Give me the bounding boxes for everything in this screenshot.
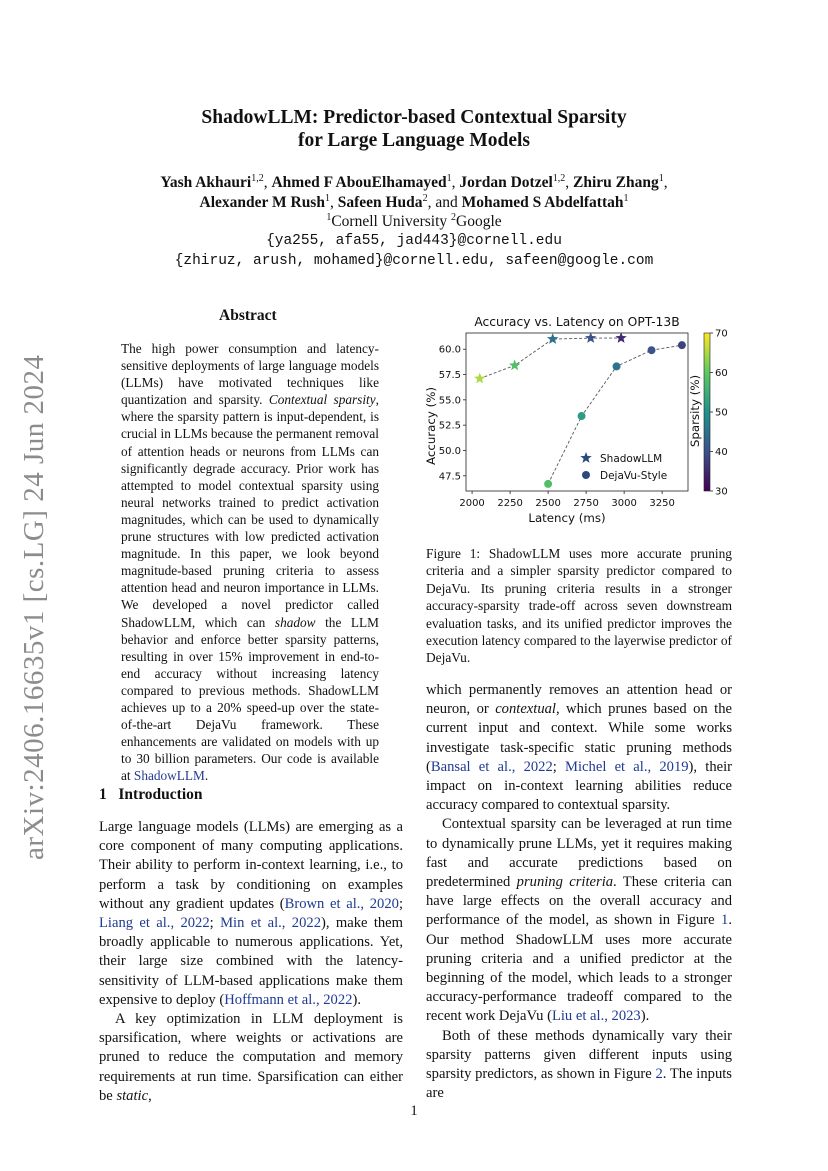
legend-dejavu-label: DejaVu-Style bbox=[600, 470, 668, 482]
figure-ref-link[interactable]: 2 bbox=[655, 1066, 663, 1083]
y-tick-label: 50.0 bbox=[438, 445, 461, 457]
citation-link[interactable]: Bansal et al., 2022 bbox=[430, 758, 553, 775]
intro-heading: 1 Introduction bbox=[99, 786, 203, 803]
author-name: Zhiru Zhang bbox=[573, 174, 659, 192]
x-tick-label: 3250 bbox=[649, 498, 675, 509]
y-axis-label: Accuracy (%) bbox=[424, 386, 438, 466]
y-tick-label: 60.0 bbox=[438, 344, 461, 356]
citation-link[interactable]: Min et al., 2022 bbox=[220, 915, 321, 932]
plot-frame bbox=[466, 333, 688, 491]
right-paragraph-1: Contextual sparsity can be leveraged at run time to dynamically prune LLMs, yet it requires making fast and accurate predictions based on predetermined pruning criteria. These criteria can have large effects on the overall accuracy and performance of the model, as shown in Figure 1. Our method ShadowLLM uses more accurate pruning criteria and a unified predictor at the beginning of the model, which leads to a stronger accuracy-performance tradeoff compared to the recent work DejaVu (Liu et al., 2023). bbox=[426, 816, 732, 1025]
accuracy-latency-chart bbox=[418, 308, 740, 530]
colorbar-tick-label: 70 bbox=[715, 328, 728, 340]
figure-caption: Figure 1: ShadowLLM uses more accurate pruning criteria and a simpler sparsity predictor compared to DejaVu. Its pruning criteria results in a stronger accuracy-sparsity trade-off across seven downstream evaluation tasks, and its unified predictor improves the execution latency compared to the layerwise predictor of DejaVu. bbox=[426, 546, 732, 666]
plot-area bbox=[439, 332, 688, 509]
dejavu-point bbox=[648, 346, 656, 354]
code-link[interactable]: ShadowLLM bbox=[133, 768, 205, 784]
page-number: 1 bbox=[410, 1103, 418, 1119]
citation-link[interactable]: Hoffmann et al., 2022 bbox=[224, 991, 353, 1008]
x-tick-label: 2750 bbox=[573, 498, 599, 509]
legend-dejavu-marker bbox=[582, 471, 590, 479]
intro-left-column bbox=[99, 818, 403, 1106]
colorbar-ticks bbox=[710, 329, 728, 498]
x-tick-label: 3000 bbox=[611, 498, 637, 509]
email-line1: {ya255, afa55, jad443}@cornell.edu bbox=[266, 233, 562, 249]
x-tick-label: 2250 bbox=[497, 498, 523, 509]
x-axis-label: Latency (ms) bbox=[528, 511, 606, 525]
chart-title: Accuracy vs. Latency on OPT-13B bbox=[474, 315, 680, 329]
y-tick-label: 52.5 bbox=[438, 420, 461, 432]
citation-link[interactable]: Liu et al., 2023 bbox=[551, 1008, 641, 1025]
citation-link[interactable]: Liang et al., 2022 bbox=[99, 915, 210, 932]
arxiv-stamp bbox=[6, 354, 66, 860]
citation-link[interactable]: Michel et al., 2019 bbox=[565, 758, 689, 775]
figure-ref-link[interactable]: 1 bbox=[721, 912, 729, 929]
colorbar-label: Sparsity (%) bbox=[688, 374, 702, 448]
dejavu-point bbox=[544, 480, 552, 488]
arxiv-identifier: arXiv:2406.16635v1 [cs.LG] 24 Jun 2024 bbox=[18, 354, 50, 860]
abstract-body: The high power consumption and latency-sensitive deployments of large language models (LLMs) have motivated techniques like quantization and sparsity. Contextual sparsity, where the sparsity pattern is input-dependent, is crucial in LLMs because the permanent removal of attention heads or neurons from LLMs can significantly degrade accuracy. Prior work has attempted to model contextual sparsity using neural networks trained to predict activation magnitudes, which can be used to dynamically prune structures with low predicted activation magnitude. In this paper, we look beyond magnitude-based pruning criteria to assess attention head and neuron importance in LLMs. We developed a novel predictor called ShadowLLM, which can shadow the LLM behavior and enforce better sparsity patterns, resulting in over 15% improvement in end-to-end accuracy without increasing latency compared to previous methods. ShadowLLM achieves up to a 20% speed-up over the state-of-the-art DejaVu framework. These enhancements are validated on models with up to 30 billion parameters. Our code is available at ShadowLLM. bbox=[121, 341, 379, 784]
legend-shadowllm-label: ShadowLLM bbox=[600, 453, 663, 465]
colorbar bbox=[704, 333, 710, 491]
author-name: Jordan Dotzel bbox=[459, 174, 553, 192]
dejavu-point bbox=[678, 341, 686, 349]
intro-paragraph-2: A key optimization in LLM deployment is sparsification, where weights or activations are pruned to reduce the computation and memory requirements at run time. Sparsification can either be static, bbox=[99, 1011, 403, 1104]
colorbar-tick-label: 60 bbox=[715, 368, 728, 379]
x-tick-label: 2500 bbox=[535, 498, 561, 509]
right-column bbox=[426, 681, 732, 1103]
author-name: Safeen Huda bbox=[337, 194, 423, 212]
paper-title-line1: ShadowLLM: Predictor-based Contextual Sparsity bbox=[201, 107, 627, 128]
dejavu-point bbox=[613, 362, 621, 370]
citation-link[interactable]: Brown et al., 2020 bbox=[284, 895, 399, 912]
dejavu-point bbox=[578, 412, 586, 420]
author-name: Alexander M Rush bbox=[199, 194, 325, 212]
author-name: Mohamed S Abdelfattah bbox=[461, 194, 624, 212]
paper-title-line2: for Large Language Models bbox=[297, 130, 530, 151]
author-line1: Yash Akhauri$^{1,2}$, Ahmed F AbouElhamayed$^1$, Jordan Dotzel$^{1,2}$, Zhiru Zhang$^1$, bbox=[160, 173, 668, 192]
author-name: Yash Akhauri bbox=[160, 174, 252, 192]
x-tick-label: 2000 bbox=[459, 498, 485, 509]
y-tick-label: 55.0 bbox=[438, 395, 461, 407]
colorbar-tick-label: 40 bbox=[715, 447, 728, 458]
colorbar-tick-label: 50 bbox=[715, 407, 728, 419]
author-name: Ahmed F AbouElhamayed bbox=[271, 174, 447, 192]
affiliations: $^1$Cornell University $^2$Google bbox=[326, 212, 502, 231]
colorbar-tick-label: 30 bbox=[715, 486, 728, 498]
abstract-heading: Abstract bbox=[219, 307, 277, 324]
y-tick-label: 57.5 bbox=[438, 370, 461, 382]
intro-paragraph-1: Large language models (LLMs) are emerging as a core component of many computing applications. Their ability to perform in-context learning, i.e., to perform a task by conditioning on examples without any gradient updates (Brown et al., 2020; Liang et al., 2022; Min et al., 2022), make them broadly applicable to numerous applications. Yet, their large size combined with the latency-sensitivity of LLM-based applications make them expensive to deploy (Hoffmann et al., 2022). bbox=[99, 819, 403, 1008]
right-paragraph-0: which permanently removes an attention head or neuron, or contextual, which prunes based on the current input and context. While some works investigate task-specific static pruning methods (Bansal et al., 2022; Michel et al., 2019), their impact on in-context learning abilities reduce accuracy compared to contextual sparsity. bbox=[426, 682, 733, 814]
right-paragraph-2: Both of these methods dynamically vary their sparsity patterns given different inputs using sparsity predictors, as shown in Figure 2. The inputs are bbox=[426, 1027, 732, 1102]
author-line2: Alexander M Rush$^1$, Safeen Huda$^2$, and Mohamed S Abdelfattah$^1$ bbox=[199, 193, 629, 212]
y-tick-label: 47.5 bbox=[438, 471, 461, 483]
email-line2: {zhiruz, arush, mohamed}@cornell.edu, safeen@google.com bbox=[174, 253, 654, 269]
